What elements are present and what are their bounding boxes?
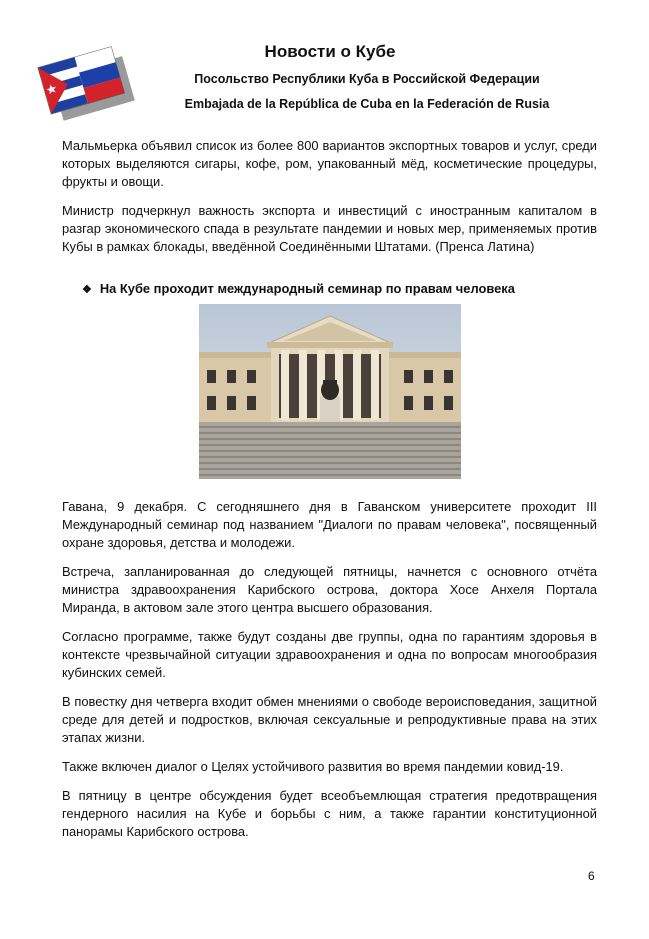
page-title: Новости о Кубе <box>264 42 396 61</box>
paragraph: В пятницу в центре обсуждения будет всеобъемлющая стратегия предотвращения гендерного насилия на Кубе и борьбы с ним, а также гарантии конституционной панорамы Карибского острова. <box>62 788 597 839</box>
paragraph: Встреча, запланированная до следующей пятницы, начнется с основного отчёта министра здравоохранения Карибского острова, доктора Хосе Анхеля Портала Миранда, в актовом зале этого центра высшего образования. <box>62 564 597 615</box>
section-heading-text: На Кубе проходит международный семинар по правам человека <box>99 281 515 296</box>
article-body <box>62 137 597 852</box>
university-building-photo <box>199 304 461 479</box>
cuba-russia-flag-logo-icon <box>34 38 146 126</box>
paragraph: В повестку дня четверга входит обмен мнениями о свободе вероисповедания, защитной среде для детей и подростков, включая сексуальные и репродуктивные права на этих этапах жизни. <box>62 694 597 745</box>
embassy-name-es: Embajada de la República de Cuba en la Federación de Rusia <box>184 97 550 111</box>
paragraph: Гавана, 9 декабря. С сегодняшнего дня в Гаванском университете проходит III Международный семинар под названием "Диалоги по правам человека", посвященный охране здоровья, детства и молодежи. <box>62 499 597 550</box>
paragraph: Также включен диалог о Целях устойчивого развития во время пандемии ковид-19. <box>62 759 564 774</box>
paragraph: Мальмьерка объявил список из более 800 вариантов экспортных товаров и услуг, среди которых выделяются сигары, кофе, ром, упакованный мёд, косметические процедуры, фрукты и овощи. <box>62 138 597 189</box>
section-heading <box>82 280 597 299</box>
embassy-name-ru: Посольство Республики Куба в Российской Федерации <box>194 72 540 86</box>
diamond-bullet-icon: ❖ <box>82 284 92 296</box>
paragraph: Согласно программе, также будут созданы две группы, одна по гарантиям здоровья в контексте чрезвычайной ситуации здравоохранения и одна по вопросам многообразия кубинских семей. <box>62 629 597 680</box>
paragraph: Министр подчеркнул важность экспорта и инвестиций с иностранным капиталом в разгар экономического спада в результате пандемии и новых мер, применяемых против Кубы в рамках блокады, введённой Соединёнными Штатами. (Пренса Латина) <box>62 203 597 254</box>
page-number: 6 <box>588 869 595 883</box>
